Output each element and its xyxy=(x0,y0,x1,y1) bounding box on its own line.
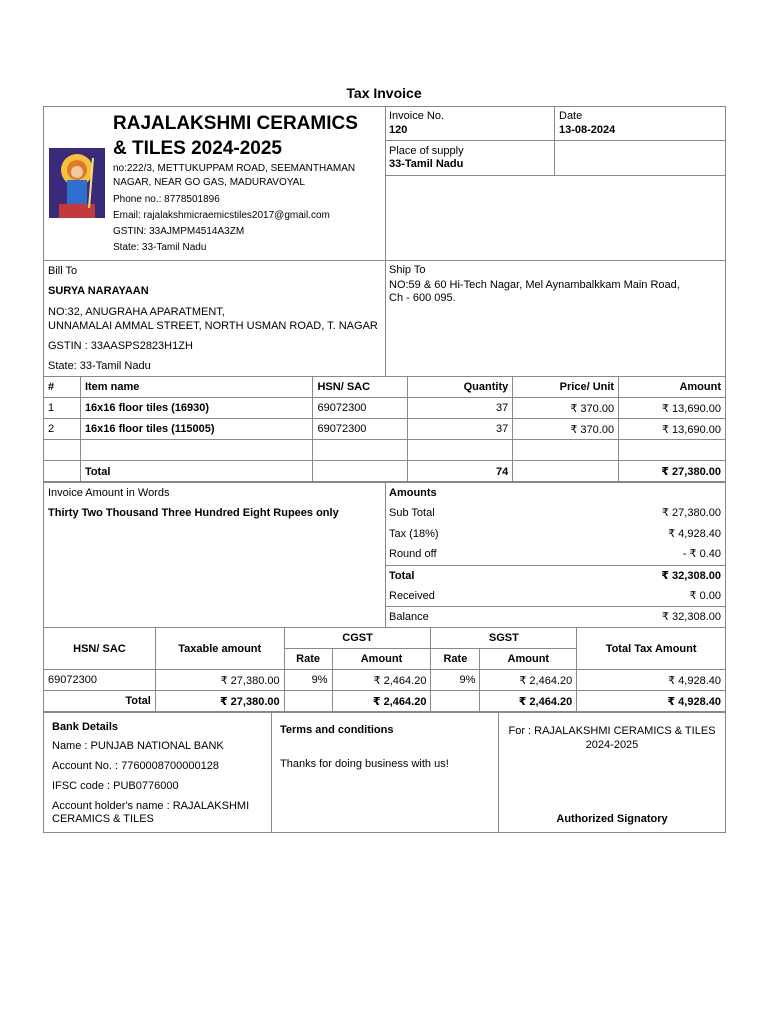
tax-total-taxable: ₹ 27,380.00 xyxy=(155,691,284,712)
table-row xyxy=(44,670,726,691)
company-gstin: GSTIN: 33AJMPM4514A3ZM xyxy=(113,226,245,237)
tax-summary-table xyxy=(43,627,726,712)
items-total-row xyxy=(44,461,726,483)
item-amount: ₹ 13,690.00 xyxy=(619,398,726,419)
amounts-rows xyxy=(389,503,721,565)
items-header-index: # xyxy=(44,377,81,398)
authorized-signatory-label: Authorized Signatory xyxy=(556,813,668,825)
tax-header-sgst: SGST xyxy=(431,628,577,649)
item-quantity: 37 xyxy=(408,419,513,440)
company-logo-image xyxy=(49,148,105,218)
amount-in-words-value: Thirty Two Thousand Three Hundred Eight Rupees only xyxy=(48,507,339,519)
company-address-line1: no:222/3, METTUKUPPAM ROAD, SEEMANTHAMAN xyxy=(113,163,356,174)
tax-row-hsn: 69072300 xyxy=(44,670,156,691)
subtotal-label: Sub Total xyxy=(389,507,435,519)
tax-header-total: Total Tax Amount xyxy=(577,628,726,670)
round-off-row xyxy=(389,544,721,565)
bill-to-gstin: GSTIN : 33AASPS2823H1ZH xyxy=(48,340,193,352)
tax-total-row xyxy=(44,691,726,712)
cgst-amount-header: Amount xyxy=(332,649,431,670)
item-quantity: 37 xyxy=(408,398,513,419)
date-value: 13-08-2024 xyxy=(559,124,616,136)
item-index: 2 xyxy=(44,419,81,440)
round-off-value: - ₹ 0.40 xyxy=(682,548,721,560)
company-state: State: 33-Tamil Nadu xyxy=(113,242,207,253)
amounts-label: Amounts xyxy=(389,487,437,499)
tax-label: Tax (18%) xyxy=(389,528,439,540)
company-name-line2: & TILES 2024-2025 xyxy=(113,138,282,159)
received-row xyxy=(389,586,721,606)
tax-header-cgst: CGST xyxy=(284,628,431,649)
company-name-line1: RAJALAKSHMI CERAMICS xyxy=(113,113,358,134)
subtotal-row xyxy=(389,503,721,524)
terms-text: Thanks for doing business with us! xyxy=(280,758,449,770)
amount-in-words-label: Invoice Amount in Words xyxy=(48,487,170,499)
signatory-for xyxy=(498,724,726,752)
amount-in-words-section xyxy=(43,481,386,628)
company-details xyxy=(113,162,355,256)
items-header-row xyxy=(44,377,726,398)
bank-name: Name : PUNJAB NATIONAL BANK xyxy=(52,740,224,752)
bill-to-name: SURYA NARAYAAN xyxy=(48,285,149,297)
bill-to-block xyxy=(48,264,378,373)
company-email: Email: rajalakshmicraemicstiles2017@gmail.com xyxy=(113,210,330,221)
terms-label: Terms and conditions xyxy=(280,724,394,736)
subtotal-value: ₹ 27,380.00 xyxy=(662,507,721,519)
tax-value: ₹ 4,928.40 xyxy=(668,528,721,540)
tax-row xyxy=(389,524,721,544)
item-hsn: 69072300 xyxy=(313,419,408,440)
empty-meta-cell xyxy=(554,140,726,176)
place-of-supply-label: Place of supply xyxy=(389,145,464,157)
bank-ifsc: IFSC code : PUB0776000 xyxy=(52,780,179,792)
items-header-name: Item name xyxy=(80,377,313,398)
place-of-supply-value: 33-Tamil Nadu xyxy=(389,158,464,170)
tax-total-sgst: ₹ 2,464.20 xyxy=(480,691,577,712)
sgst-amount-header: Amount xyxy=(480,649,577,670)
tax-total-label: Total xyxy=(44,691,156,712)
bank-holder-line2: CERAMICS & TILES xyxy=(52,813,154,825)
tax-total-cgst: ₹ 2,464.20 xyxy=(332,691,431,712)
tax-row-sgst-rate: 9% xyxy=(431,670,480,691)
balance-row xyxy=(389,607,721,627)
tax-total-amount: ₹ 4,928.40 xyxy=(577,691,726,712)
bank-details-block xyxy=(52,721,249,826)
item-index: 1 xyxy=(44,398,81,419)
ship-to-address-line1: NO:59 & 60 Hi-Tech Nagar, Mel Aynambalkkam Main Road, xyxy=(389,279,680,291)
invoice-no-label: Invoice No. xyxy=(389,110,445,122)
amounts-total-label: Total xyxy=(389,570,415,582)
items-total-quantity: 74 xyxy=(408,461,513,483)
tax-header-hsn: HSN/ SAC xyxy=(44,628,156,670)
invoice-no-value: 120 xyxy=(389,124,408,136)
items-total-amount: ₹ 27,380.00 xyxy=(619,461,726,483)
item-name: 16x16 floor tiles (115005) xyxy=(80,419,313,440)
items-table xyxy=(43,376,726,483)
sgst-rate-header: Rate xyxy=(431,649,480,670)
ship-to-address-line2: Ch - 600 095. xyxy=(389,292,456,304)
round-off-label: Round off xyxy=(389,548,437,560)
tax-row-total: ₹ 4,928.40 xyxy=(577,670,726,691)
bill-to-state: State: 33-Tamil Nadu xyxy=(48,360,151,372)
bill-to-address-line2: UNNAMALAI AMMAL STREET, NORTH USMAN ROAD, T. NAGAR xyxy=(48,320,378,332)
tax-row-cgst-amount: ₹ 2,464.20 xyxy=(332,670,431,691)
tax-header-taxable: Taxable amount xyxy=(155,628,284,670)
items-header-hsn: HSN/ SAC xyxy=(313,377,408,398)
bill-to-label: Bill To xyxy=(48,265,78,277)
table-row xyxy=(44,398,726,419)
document-title: Tax Invoice xyxy=(346,85,422,101)
company-address-line2: NAGAR, NEAR GO GAS, MADURAVOYAL xyxy=(113,177,305,188)
signatory-for-line1: For : RAJALAKSHMI CERAMICS & TILES xyxy=(508,725,716,737)
received-value: ₹ 0.00 xyxy=(689,590,721,602)
ship-to-label: Ship To xyxy=(389,264,426,276)
empty-row xyxy=(44,440,726,461)
bank-holder-line1: Account holder's name : RAJALAKSHMI xyxy=(52,800,250,812)
items-header-price: Price/ Unit xyxy=(513,377,619,398)
cgst-rate-header: Rate xyxy=(284,649,332,670)
tax-row-cgst-rate: 9% xyxy=(284,670,332,691)
signatory-for-line2: 2024-2025 xyxy=(585,739,639,751)
bank-details-label: Bank Details xyxy=(52,721,119,733)
tax-row-taxable: ₹ 27,380.00 xyxy=(155,670,284,691)
received-label: Received xyxy=(389,590,435,602)
items-header-amount: Amount xyxy=(619,377,726,398)
ship-to-block xyxy=(389,264,680,305)
bill-to-address-line1: NO:32, ANUGRAHA APARATMENT, xyxy=(48,306,225,318)
items-total-label: Total xyxy=(80,461,313,483)
tax-row-sgst-amount: ₹ 2,464.20 xyxy=(480,670,577,691)
bank-account-number: Account No. : 7760008700000128 xyxy=(52,760,219,772)
amounts-total-row xyxy=(389,566,721,586)
item-price: ₹ 370.00 xyxy=(513,398,619,419)
table-row xyxy=(44,419,726,440)
date-label: Date xyxy=(559,110,583,122)
amounts-total-value: ₹ 32,308.00 xyxy=(661,570,721,582)
balance-value: ₹ 32,308.00 xyxy=(662,611,721,623)
company-phone: Phone no.: 8778501896 xyxy=(113,194,220,205)
balance-label: Balance xyxy=(389,611,429,623)
item-price: ₹ 370.00 xyxy=(513,419,619,440)
item-name: 16x16 floor tiles (16930) xyxy=(80,398,313,419)
item-amount: ₹ 13,690.00 xyxy=(619,419,726,440)
items-header-quantity: Quantity xyxy=(408,377,513,398)
item-hsn: 69072300 xyxy=(313,398,408,419)
company-name xyxy=(113,111,358,161)
